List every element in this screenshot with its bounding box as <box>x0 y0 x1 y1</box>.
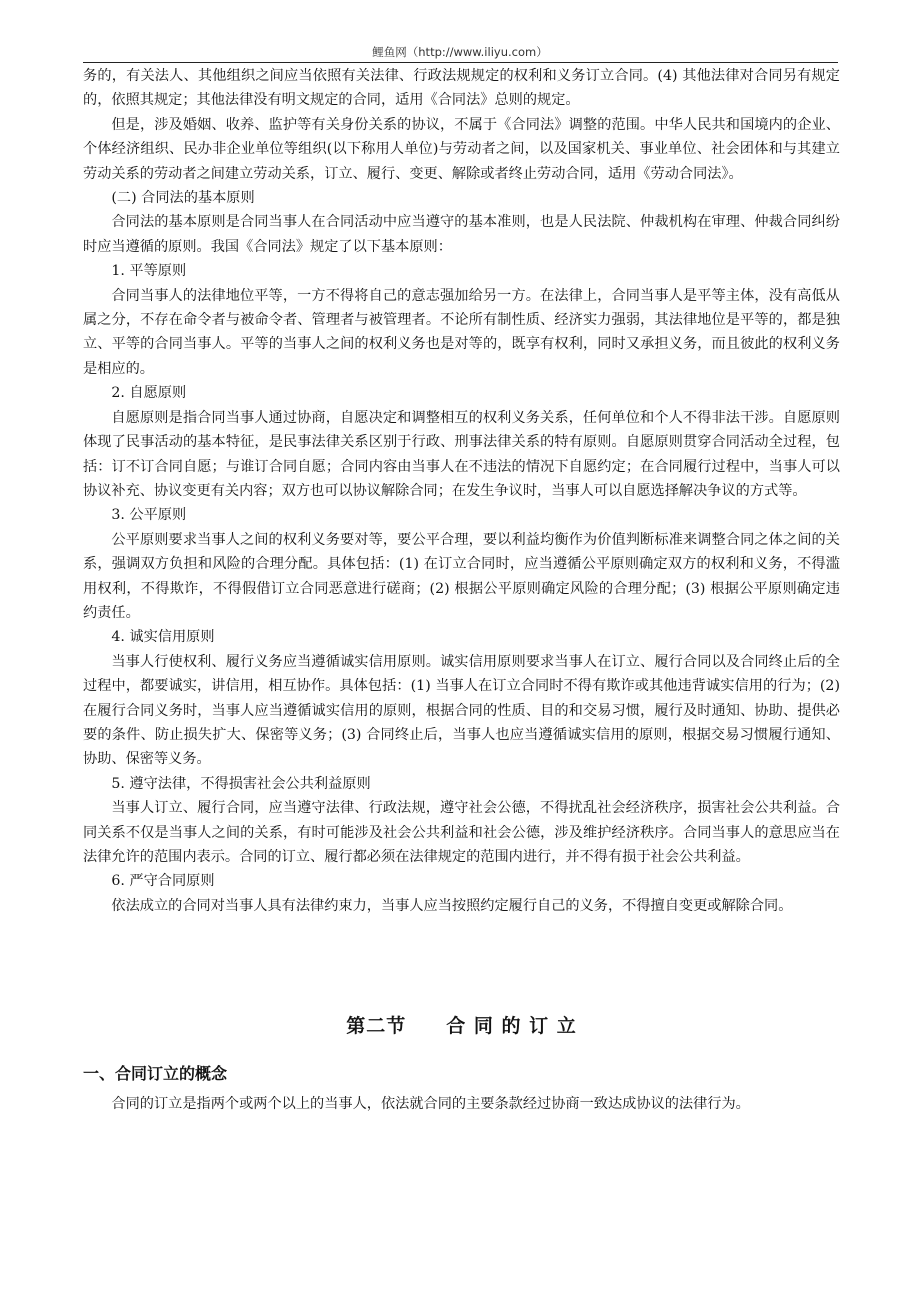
principle-heading: 4. 诚实信用原则 <box>111 629 215 646</box>
document-body <box>83 64 840 1117</box>
page-header <box>0 44 920 60</box>
paragraph: 但是，涉及婚姻、收养、监护等有关身份关系的协议，不属于《合同法》调整的范围。中华人民共和国境内的企业、个体经济组织、民办非企业单位等组织(以下称用人单位)与劳动者之间，以及国家机关、事业单位、社会团体和与其建立劳动关系的劳动者之间建立劳动关系，订立、履行、变更、解除或者终止劳动合同，适用《劳动合同法》。 <box>83 116 840 182</box>
paragraph: 依法成立的合同对当事人具有法律约束力，当事人应当按照约定履行自己的义务，不得擅自变更或解除合同。 <box>111 897 793 914</box>
paragraph: 自愿原则是指合同当事人通过协商，自愿决定和调整相互的权利义务关系，任何单位和个人不得非法干涉。自愿原则体现了民事活动的基本特征，是民事法律关系区别于行政、刑事法律关系的特有原则。自愿原则贯穿合同活动全过程，包括：订不订合同自愿；与谁订合同自愿；合同内容由当事人在不违法的情况下自愿约定；在合同履行过程中，当事人可以协议补充、协议变更有关内容；双方也可以协议解除合同；在发生争议时，当事人可以自愿选择解决争议的方式等。 <box>83 409 840 499</box>
section-subheading: 一、合同订立的概念 <box>83 1064 228 1084</box>
paragraph: 当事人订立、履行合同，应当遵守法律、行政法规，遵守社会公德，不得扰乱社会经济秩序，损害社会公共利益。合同关系不仅是当事人之间的关系，有时可能涉及社会公共利益和社会公德，涉及维护经济秩序。合同当事人的意思应当在法律允许的范围内表示。合同的订立、履行都必须在法律规定的范围内进行，并不得有损于社会公共利益。 <box>83 800 840 865</box>
principle-heading: 5. 遵守法律，不得损害社会公共利益原则 <box>111 775 371 792</box>
paragraph: 合同法的基本原则是合同当事人在合同活动中应当遵守的基本准则，也是人民法院、仲裁机构在审理、仲裁合同纠纷时应当遵循的原则。我国《合同法》规定了以下基本原则： <box>83 214 840 255</box>
principle-heading: 1. 平等原则 <box>111 263 187 280</box>
subsection-heading: (二) 合同法的基本原则 <box>111 190 255 207</box>
principle-heading: 2. 自愿原则 <box>111 385 187 402</box>
principle-heading: 6. 严守合同原则 <box>111 873 215 890</box>
paragraph: 合同的订立是指两个或两个以上的当事人，依法就合同的主要条款经过协商一致达成协议的法律行为。 <box>111 1096 750 1113</box>
paragraph: 合同当事人的法律地位平等，一方不得将自己的意志强加给另一方。在法律上，合同当事人是平等主体，没有高低从属之分，不存在命令者与被命令者、管理者与被管理者。不论所有制性质、经济实力强弱，其法律地位是平等的，都是独立、平等的合同当事人。平等的当事人之间的权利义务也是对等的，既享有权利，同时又承担义务，而且彼此的权利义务是相应的。 <box>83 287 840 377</box>
header-rule <box>83 62 838 63</box>
section-title: 第二节 合 同 的 订 立 <box>346 1015 577 1038</box>
paragraph: 公平原则要求当事人之间的权利义务要对等，要公平合理，要以利益均衡作为价值判断标准来调整合同之体之间的关系，强调双方负担和风险的合理分配。具体包括：(1) 在订立合同时，应当遵循公平原则确定双方的权利和义务，不得滥用权利，不得欺诈，不得假借订立合同恶意进行磋商；(2) 根据公平原则确定风险的合理分配；(3) 根据公平原则确定违约责任。 <box>83 531 840 621</box>
header-site-text: 鲤鱼网（http://www.iliyu.com） <box>372 45 548 59</box>
paragraph: 务的，有关法人、其他组织之间应当依照有关法律、行政法规规定的权利和义务订立合同。(4) 其他法律对合同另有规定的，依照其规定；其他法律没有明文规定的合同，适用《合同法》总则的规定。 <box>83 68 840 109</box>
section-gap <box>83 918 840 1006</box>
paragraph: 当事人行使权利、履行义务应当遵循诚实信用原则。诚实信用原则要求当事人在订立、履行合同以及合同终止后的全过程中，都要诚实，讲信用，相互协作。具体包括：(1) 当事人在订立合同时不得有欺诈或其他违背诚实信用的行为；(2) 在履行合同义务时，当事人应当遵循诚实信用的原则，根据合同的性质、目的和交易习惯，履行及时通知、协助、提供必要的条件、防止损失扩大、保密等义务；(3) 合同终止后，当事人也应当遵循诚实信用的原则，根据交易习惯履行通知、协助、保密等义务。 <box>83 653 840 768</box>
principle-heading: 3. 公平原则 <box>111 507 187 524</box>
